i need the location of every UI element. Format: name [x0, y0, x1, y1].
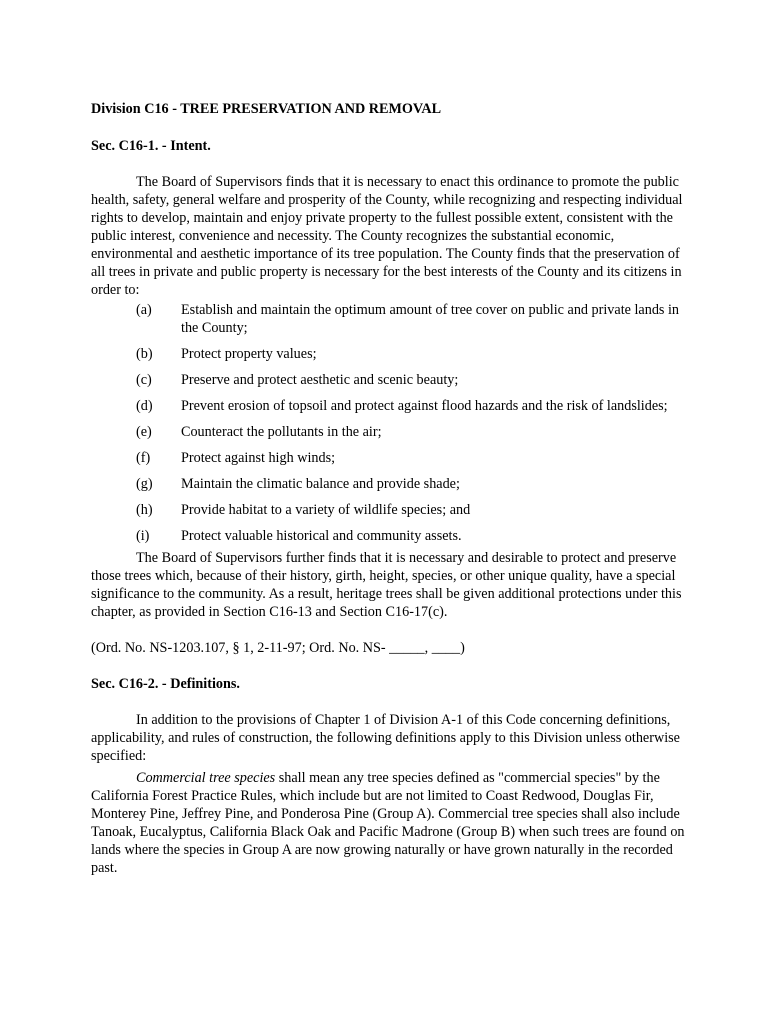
list-text: Counteract the pollutants in the air;	[181, 424, 382, 440]
list-text: Maintain the climatic balance and provide shade;	[181, 476, 460, 492]
definition-text: shall mean any tree species defined as "commercial species" by the California Forest Practice Rules, which include but are not limited to Coast Redwood, Douglas Fir, Monterey Pine, Jeffrey Pine, and Ponderosa Pine (Group A). Commercial tree species shall also include Tanoak, Eucalyptus, California Black Oak and Pacific Madrone (Group B) when such trees are found on lands where the species in Group A are now growing naturally or have grown naturally in the recorded past.	[91, 770, 685, 876]
definition-term: Commercial tree species	[136, 770, 276, 786]
list-text: Preserve and protect aesthetic and scenic beauty;	[181, 372, 459, 388]
intent-paragraph: The Board of Supervisors finds that it is necessary to enact this ordinance to promote the public health, safety, general welfare and prosperity of the County, while recognizing and respecting individual rights to develop, maintain and enjoy private property to the fullest possible extent, consistent with the public interest, convenience and necessity. The County recognizes the substantial economic, environmental and aesthetic importance of its tree population. The County finds that the preservation of all trees in private and public property is necessary for the best interests of the County and its citizens in order to:	[91, 174, 683, 298]
intent-closing-paragraph: The Board of Supervisors further finds that it is necessary and desirable to protect and preserve those trees which, because of their history, girth, height, species, or other unique quality, have a special significance to the community. As a result, heritage trees shall be given additional protections under this chapter, as provided in Section C16-13 and Section C16-17(c).	[91, 550, 682, 620]
list-marker: (a)	[136, 302, 152, 318]
list-text: Protect against high winds;	[181, 450, 336, 466]
list-marker: (f)	[136, 450, 151, 466]
list-item	[91, 345, 691, 363]
intent-list	[91, 301, 691, 545]
list-marker: (e)	[136, 424, 152, 440]
list-item	[91, 527, 691, 545]
list-marker: (i)	[136, 528, 150, 544]
list-item	[91, 449, 691, 467]
list-item	[91, 423, 691, 441]
list-item	[91, 475, 691, 493]
list-marker: (d)	[136, 398, 153, 414]
list-marker: (b)	[136, 346, 153, 362]
list-text: Provide habitat to a variety of wildlife species; and	[181, 502, 471, 518]
section-heading-definitions: Sec. C16-2. - Definitions.	[91, 676, 240, 692]
list-marker: (c)	[136, 372, 152, 388]
ordinance-reference: (Ord. No. NS-1203.107, § 1, 2-11-97; Ord. No. NS- _____, ____)	[91, 640, 465, 656]
list-text: Protect property values;	[181, 346, 317, 362]
definitions-intro-paragraph: In addition to the provisions of Chapter 1 of Division A-1 of this Code concerning definitions, applicability, and rules of construction, the following definitions apply to this Division unless otherwise specified:	[91, 712, 680, 764]
list-item	[91, 501, 691, 519]
list-marker: (h)	[136, 502, 153, 518]
list-item	[91, 397, 691, 415]
definition-commercial-tree-species	[91, 769, 691, 877]
list-item	[91, 371, 691, 389]
list-marker: (g)	[136, 476, 153, 492]
list-text: Prevent erosion of topsoil and protect against flood hazards and the risk of landslides;	[181, 398, 668, 414]
section-heading-intent: Sec. C16-1. - Intent.	[91, 138, 211, 154]
division-title: Division C16 - TREE PRESERVATION AND REMOVAL	[91, 101, 442, 117]
list-text: Establish and maintain the optimum amount of tree cover on public and private lands in the County;	[181, 302, 680, 336]
list-text: Protect valuable historical and community assets.	[181, 528, 462, 544]
list-item	[91, 301, 691, 337]
document-page	[91, 100, 691, 877]
